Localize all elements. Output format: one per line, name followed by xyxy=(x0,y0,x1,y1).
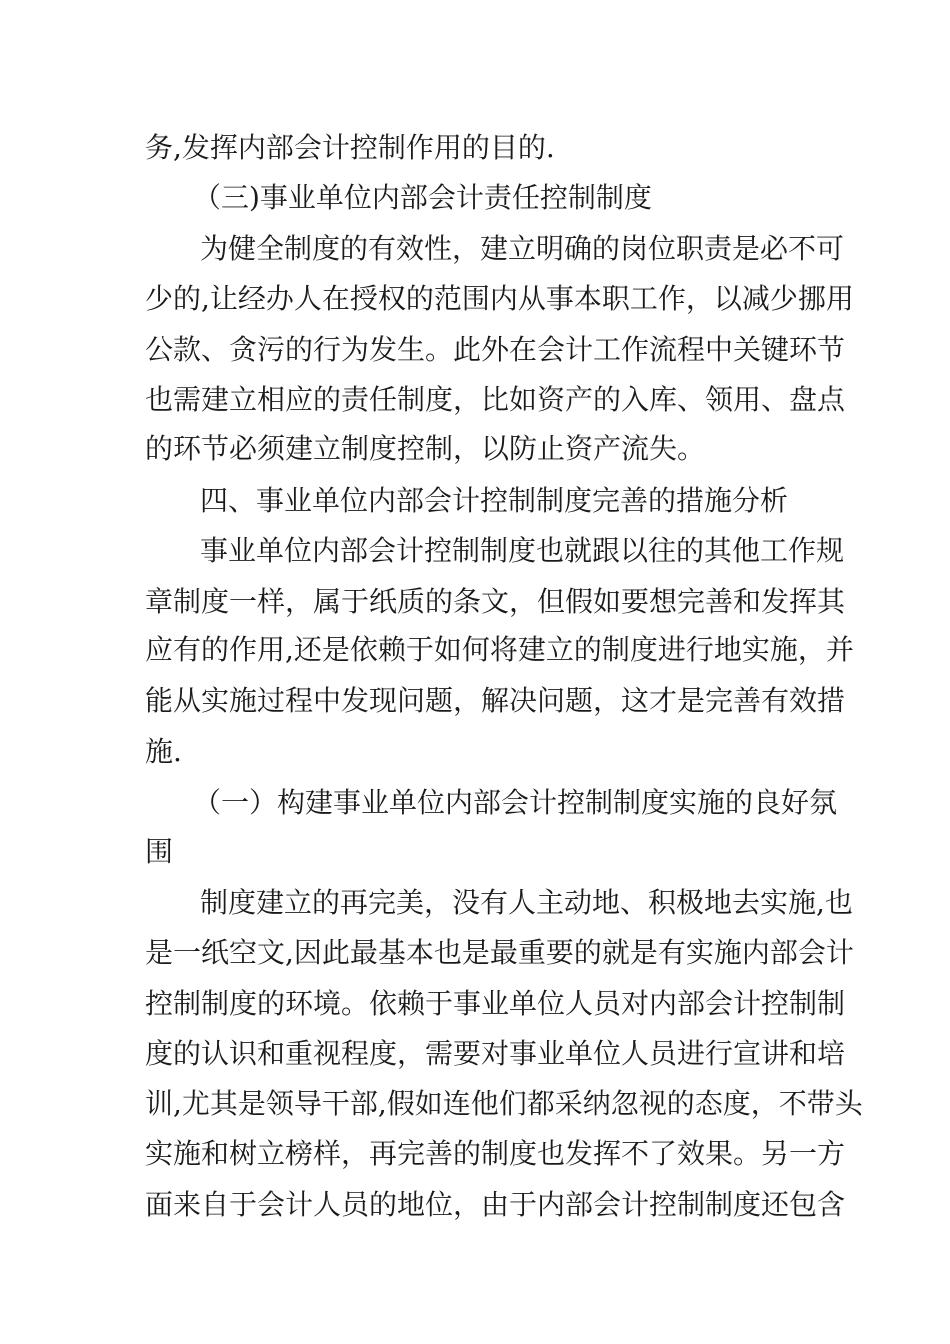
paragraph-line: 实施和树立榜样，再完善的制度也发挥不了效果。另一方 xyxy=(145,1137,846,1170)
paragraph-line: 控制制度的环境。依赖于事业单位人员对内部会计控制制 xyxy=(145,987,846,1020)
paragraph-line: 施. xyxy=(145,735,182,768)
section-heading: （一）构建事业单位内部会计控制制度实施的良好氛 xyxy=(193,786,838,819)
paragraph-line: 训,尤其是领导干部,假如连他们都采纳忽视的态度，不带头 xyxy=(145,1087,863,1120)
paragraph-line: 面来自于会计人员的地位，由于内部会计控制制度还包含 xyxy=(145,1188,846,1221)
paragraph-line: 是一纸空文,因此最基本也是最重要的就是有实施内部会计 xyxy=(145,936,854,969)
paragraph-line: 能从实施过程中发现问题，解决问题，这才是完善有效措 xyxy=(145,684,846,717)
paragraph-line: 制度建立的再完美，没有人主动地、积极地去实施,也 xyxy=(200,886,853,919)
section-heading-continued: 围 xyxy=(145,835,174,868)
paragraph-line: 度的认识和重视程度，需要对事业单位人员进行宣讲和培 xyxy=(145,1037,846,1070)
paragraph-line: 公款、贪污的行为发生。此外在会计工作流程中关键环节 xyxy=(145,333,846,366)
paragraph-line: 章制度一样，属于纸质的条文，但假如要想完善和发挥其 xyxy=(145,585,846,618)
paragraph-line: 应有的作用,还是依赖于如何将建立的制度进行地实施，并 xyxy=(145,633,854,666)
section-heading: （三)事业单位内部会计责任控制制度 xyxy=(193,181,652,214)
paragraph-line: 的环节必须建立制度控制，以防止资产流失。 xyxy=(145,432,706,465)
paragraph-line: 事业单位内部会计控制制度也就跟以往的其他工作规 xyxy=(200,534,845,567)
paragraph-line: 也需建立相应的责任制度，比如资产的入库、领用、盘点 xyxy=(145,383,846,416)
paragraph-line: 务,发挥内部会计控制作用的目的. xyxy=(145,131,555,164)
paragraph-line: 少的,让经办人在授权的范围内从事本职工作，以减少挪用 xyxy=(145,282,854,315)
paragraph-line: 为健全制度的有效性，建立明确的岗位职责是必不可 xyxy=(200,232,845,265)
section-heading: 四、事业单位内部会计控制制度完善的措施分析 xyxy=(200,484,789,517)
